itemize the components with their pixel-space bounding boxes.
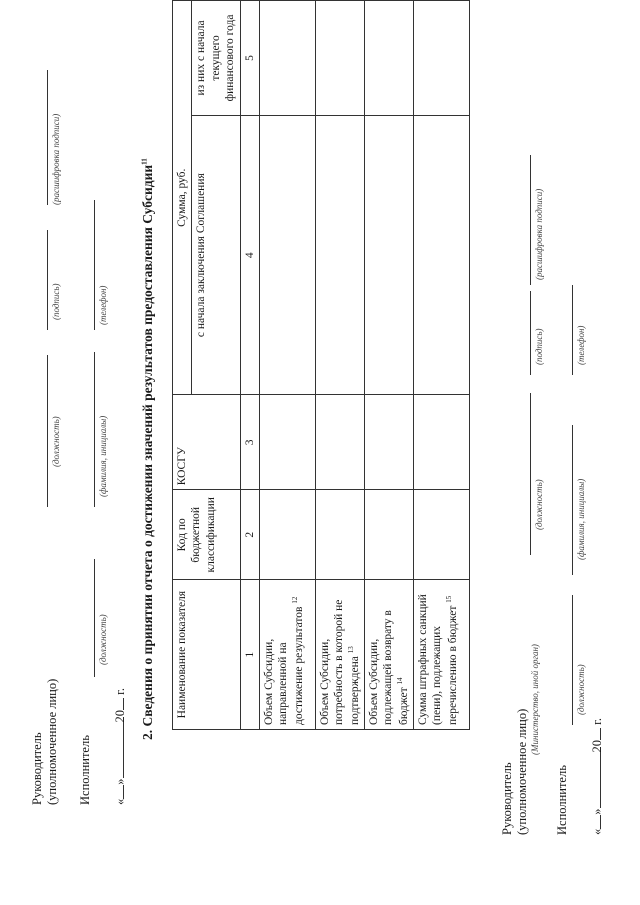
column-number: 5 xyxy=(240,1,259,116)
bottom-date-suffix: г. xyxy=(590,718,604,725)
row-cell-code[interactable] xyxy=(364,490,413,580)
bottom-executor-name-line[interactable] xyxy=(572,425,573,575)
section-title: 2. Сведения о принятии отчета о достижении значений результатов предоставления Субсидии$^{11}$ xyxy=(140,158,155,740)
row-cell-sum-from-start[interactable] xyxy=(259,115,315,395)
row-name: Объем Субсидии, потребность в которой не подтверждена $^{13}$ xyxy=(315,580,364,730)
row-cell-sum-from-start[interactable] xyxy=(413,115,469,395)
executor-name-line[interactable] xyxy=(94,352,95,507)
row-cell-kosgu[interactable] xyxy=(413,395,469,490)
column-number: 2 xyxy=(240,490,259,580)
executor-name-caption: (фамилия, инициалы) xyxy=(98,415,108,497)
row-cell-sum-from-start[interactable] xyxy=(315,115,364,395)
date-close-quote: » xyxy=(113,778,127,785)
date-line xyxy=(113,688,128,805)
subsidy-results-table xyxy=(172,0,470,730)
row-cell-code[interactable] xyxy=(315,490,364,580)
bottom-date-open-quote: « xyxy=(590,828,604,835)
row-cell-kosgu[interactable] xyxy=(364,395,413,490)
row-name: Сумма штрафных санкций (пени), подлежащих перечислению в бюджет $^{15}$ xyxy=(413,580,469,730)
header-code: Код по бюджетной классификации xyxy=(173,490,241,580)
row-cell-code[interactable] xyxy=(259,490,315,580)
column-number: 1 xyxy=(240,580,259,730)
executor-position-line[interactable] xyxy=(94,559,95,677)
executor-label: Исполнитель xyxy=(78,735,92,805)
bottom-executor-label: Исполнитель xyxy=(555,765,569,835)
signature-caption: (подпись) xyxy=(51,283,61,320)
table-row xyxy=(364,1,413,730)
decoding-line[interactable] xyxy=(47,70,48,205)
date-year: 20 xyxy=(113,710,127,723)
row-cell-sum-this-year[interactable] xyxy=(364,1,413,116)
date-open-quote: « xyxy=(113,798,127,805)
position-caption: (должность) xyxy=(51,416,61,467)
table-row xyxy=(413,1,469,730)
head-label: Руководитель xyxy=(30,732,44,805)
bottom-date-year: 20 xyxy=(590,740,604,753)
table-row xyxy=(259,1,315,730)
row-name: Объем Субсидии, направленной на достижение результатов $^{12}$ xyxy=(259,580,315,730)
head-sublabel: (уполномоченное лицо) xyxy=(45,678,59,805)
row-cell-kosgu[interactable] xyxy=(315,395,364,490)
bottom-executor-name-caption: (фамилия, инициалы) xyxy=(576,478,586,560)
position-line[interactable] xyxy=(47,355,48,507)
bottom-decoding-caption: (расшифровка подписи) xyxy=(534,188,544,280)
signature-line[interactable] xyxy=(47,230,48,330)
decoding-caption: (расшифровка подписи) xyxy=(51,113,61,205)
date-suffix: г. xyxy=(113,688,127,695)
bottom-position-line[interactable] xyxy=(530,393,531,555)
bottom-executor-position-caption: (должность) xyxy=(576,664,586,715)
header-sum: Сумма, руб. xyxy=(173,1,192,395)
table-row xyxy=(315,1,364,730)
bottom-signature-line[interactable] xyxy=(530,291,531,375)
row-cell-sum-this-year[interactable] xyxy=(315,1,364,116)
bottom-phone-line[interactable] xyxy=(572,285,573,375)
header-sum-this-year: из них с начала текущего финансового года xyxy=(192,1,240,116)
bottom-position-caption: (должность) xyxy=(534,479,544,530)
bottom-date-close-quote: » xyxy=(590,808,604,815)
bottom-executor-position-line[interactable] xyxy=(572,595,573,725)
bottom-phone-caption: (телефон) xyxy=(576,325,586,365)
row-cell-sum-this-year[interactable] xyxy=(413,1,469,116)
header-name: Наименование показателя xyxy=(173,580,241,730)
ministry-caption: (Министерство, иной орган) xyxy=(530,644,540,755)
bottom-decoding-line[interactable] xyxy=(530,155,531,285)
row-cell-sum-this-year[interactable] xyxy=(259,1,315,116)
phone-caption: (телефон) xyxy=(98,285,108,325)
phone-line[interactable] xyxy=(94,200,95,330)
table-number-row xyxy=(240,1,259,730)
bottom-signature-caption: (подпись) xyxy=(534,328,544,365)
row-cell-sum-from-start[interactable] xyxy=(364,115,413,395)
bottom-head-sublabel: (уполномоченное лицо) xyxy=(515,708,529,835)
column-number: 4 xyxy=(240,115,259,395)
header-sum-from-start: с начала заключения Соглашения xyxy=(192,115,240,395)
table-header-row xyxy=(173,1,192,730)
row-name: Объем Субсидии, подлежащей возврату в бюджет $^{14}$ xyxy=(364,580,413,730)
section-title-note: 11 xyxy=(140,158,149,165)
row-cell-code[interactable] xyxy=(413,490,469,580)
bottom-head-label: Руководитель xyxy=(500,762,514,835)
bottom-date-line xyxy=(590,718,605,835)
column-number: 3 xyxy=(240,395,259,490)
row-cell-kosgu[interactable] xyxy=(259,395,315,490)
header-kosgu: КОСГУ xyxy=(173,395,241,490)
executor-position-caption: (должность) xyxy=(98,614,108,665)
